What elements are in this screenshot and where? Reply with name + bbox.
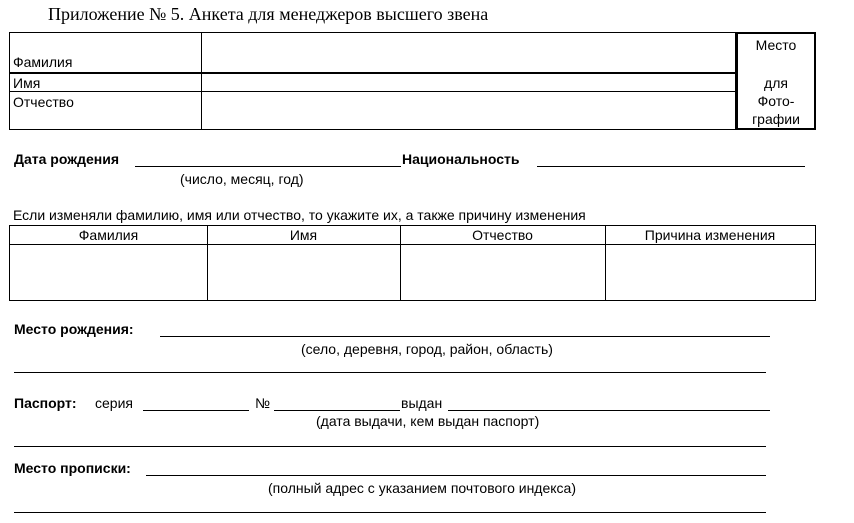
passport-series-field[interactable]	[143, 410, 249, 411]
name-table	[9, 32, 736, 130]
photo-text-3: Фото-	[757, 93, 795, 109]
nationality-label: Национальность	[402, 151, 520, 167]
passport-label: Паспорт:	[14, 395, 77, 411]
registration-field[interactable]	[146, 475, 766, 476]
birth-date-field[interactable]	[135, 166, 401, 167]
patronymic-label: Отчество	[13, 94, 74, 110]
registration-field-line2[interactable]	[14, 512, 766, 513]
photo-text-2: для	[764, 75, 788, 91]
passport-number-label: №	[255, 395, 271, 411]
passport-issued-label: выдан	[401, 395, 443, 411]
name-field[interactable]	[202, 74, 735, 91]
changes-cell-reason[interactable]	[606, 245, 815, 300]
name-changes-table	[9, 225, 816, 301]
birth-date-label: Дата рождения	[14, 151, 120, 167]
photo-placeholder	[736, 32, 816, 130]
changes-header-name: Имя	[289, 227, 318, 243]
birth-place-hint: (село, деревня, город, район, область)	[301, 341, 553, 357]
passport-issued-field[interactable]	[448, 410, 770, 411]
surname-field[interactable]	[202, 33, 735, 71]
passport-number-field[interactable]	[274, 410, 400, 411]
birth-place-field[interactable]	[160, 336, 770, 337]
changes-cell-surname[interactable]	[10, 245, 207, 300]
photo-text-1: Место	[755, 37, 797, 53]
changes-header-surname: Фамилия	[78, 227, 139, 243]
changes-header-patronymic: Отчество	[472, 227, 533, 243]
photo-text-4: графии	[752, 111, 800, 127]
changes-header-reason: Причина изменения	[644, 227, 776, 243]
surname-label: Фамилия	[13, 54, 73, 70]
changes-intro: Если изменяли фамилию, имя или отчество, то укажите их, а также причину изменения	[13, 207, 586, 223]
nationality-field[interactable]	[537, 166, 805, 167]
registration-hint: (полный адрес с указанием почтового индекса)	[268, 480, 576, 496]
passport-series-label: серия	[95, 395, 133, 411]
patronymic-field[interactable]	[202, 92, 735, 129]
passport-field-line2[interactable]	[14, 446, 766, 447]
page-title: Приложение № 5. Анкета для менеджеров высшего звена	[48, 4, 489, 24]
birth-place-label: Место рождения:	[14, 321, 134, 337]
birth-place-field-line2[interactable]	[14, 372, 766, 373]
changes-cell-patronymic[interactable]	[401, 245, 605, 300]
passport-hint: (дата выдачи, кем выдан паспорт)	[316, 413, 540, 429]
birth-date-hint: (число, месяц, год)	[180, 171, 304, 187]
name-label: Имя	[13, 75, 41, 91]
registration-label: Место прописки:	[14, 460, 131, 476]
changes-cell-name[interactable]	[208, 245, 400, 300]
